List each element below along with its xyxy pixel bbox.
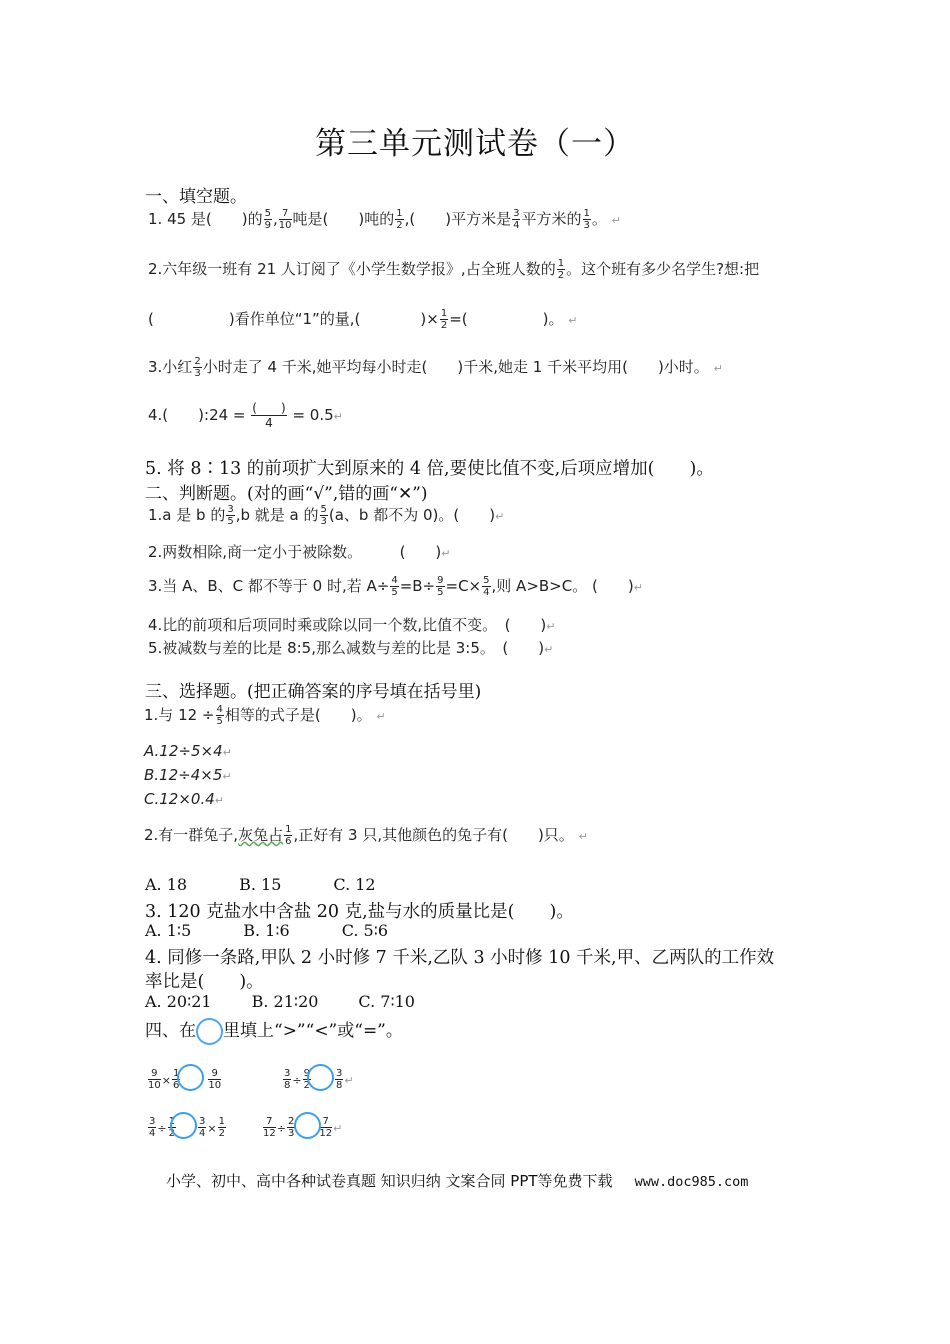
choice-q1-option-b: B.12÷4×5↵ (144, 766, 232, 784)
footer-text: 小学、初中、高中各种试卷真题 知识归纳 文案合同 PPT等免费下载 (166, 1172, 613, 1190)
compare-circle-4[interactable] (294, 1112, 321, 1139)
choice-q1-option-c: C.12×0.4↵ (144, 790, 224, 808)
fill-q2: 2.六年级一班有 21 人订阅了《小学生数学报》,占全班人数的 $\frac{1}{2}$ 。这个班有多少名学生?想:把 (148, 258, 760, 281)
compare-circle-3[interactable] (170, 1112, 197, 1139)
footer (166, 1170, 748, 1191)
section-fill-heading: 一、填空题。 (145, 187, 247, 207)
choice-q2-options: A. 18 B. 15 C. 12 (145, 875, 376, 894)
section-judge-heading: 二、判断题。(对的画“√”,错的画“✕”) (145, 484, 428, 504)
fill-q2-continued: ( )看作单位“1”的量,( )× $\frac{1}{2}$ =( )。 ↵ (148, 308, 578, 331)
compare-expr-3: $\frac{3}{4}$ ÷ $\frac{1}{2}$ $\frac{3}{4}$ × $\frac{1}{2}$ (149, 1116, 225, 1139)
compare-expr-2: $\frac{3}{8}$ ÷ $\frac{9}{2}$ $\frac{3}{8}$ ↵ (284, 1068, 354, 1091)
compare-circle-1[interactable] (177, 1064, 204, 1091)
section-compare-heading: 四、在 里填上“>”“<”或“=”。 (145, 1016, 403, 1045)
fill-q1: 1. 45 是( )的 $\frac{5}{9}$ , $\frac{7}{10}$ 吨是( )吨的 $\frac{1}{2}$ ,( )平方米是 $\frac{3}{4}$ 平方米的 $\frac{1}{3}$ 。 ↵ (148, 208, 621, 231)
choice-q4-line1: 4. 同修一条路,甲队 2 小时修 7 千米,乙队 3 小时修 10 千米,甲、乙两队的工作效 (145, 948, 775, 968)
answer-circle-icon (196, 1018, 223, 1045)
compare-expr-4: $\frac{7}{12}$ ÷ $\frac{2}{3}$ $\frac{7}{12}$ ↵ (263, 1116, 343, 1139)
judge-q4: 4.比的前项和后项同时乘或除以同一个数,比值不变。 ( )↵ (148, 616, 556, 634)
fill-q4: 4.( ):24 = ( ) 4 = 0.5↵ (148, 401, 343, 430)
judge-q3: 3.当 A、B、C 都不等于 0 时,若 A÷ $\frac{4}{5}$ =B÷ $\frac{9}{5}$ =C× $\frac{5}{4}$ ,则 A>B>C。 ( )↵ (148, 575, 643, 598)
choice-q3: 3. 120 克盐水中含盐 20 克,盐与水的质量比是( )。 (145, 902, 574, 922)
judge-q1: 1.a 是 b 的 $\frac{3}{5}$ ,b 就是 a 的 $\frac{5}{3}$ (a、b 都不为 0)。( )↵ (148, 504, 505, 527)
judge-q5: 5.被减数与差的比是 8:5,那么减数与差的比是 3:5。 ( )↵ (148, 639, 554, 657)
choice-q4-line2: 率比是( )。 (145, 972, 264, 992)
choice-q1: 1.与 12 ÷ $\frac{4}{5}$ 相等的式子是( )。 ↵ (144, 704, 386, 727)
section-choice-heading: 三、选择题。(把正确答案的序号填在括号里) (145, 682, 482, 702)
choice-q1-option-a: A.12÷5×4↵ (144, 742, 232, 760)
fill-q5: 5. 将 8∶13 的前项扩大到原来的 4 倍,要使比值不变,后项应增加( )。 (145, 459, 714, 479)
judge-q2: 2.两数相除,商一定小于被除数。 ( )↵ (148, 543, 451, 561)
compare-expr-1: $\frac{9}{10}$ × $\frac{1}{6}$ $\frac{9}{10}$ (148, 1068, 222, 1091)
choice-q3-options: A. 1∶5 B. 1∶6 C. 5∶6 (145, 921, 389, 940)
compare-circle-2[interactable] (307, 1064, 334, 1091)
choice-q2: 2.有一群兔子,灰兔占 $\frac{1}{6}$ ,正好有 3 只,其他颜色的兔子有( )只。 ↵ (144, 824, 588, 847)
footer-url[interactable]: www.doc985.com (634, 1174, 749, 1190)
page-title: 第三单元测试卷（一） (315, 126, 635, 162)
fill-q3: 3.小红 $\frac{2}{3}$ 小时走了 4 千米,她平均每小时走( )千米,她走 1 千米平均用( )小时。 ↵ (148, 356, 723, 379)
choice-q4-options: A. 20∶21 B. 21∶20 C. 7∶10 (145, 992, 415, 1011)
